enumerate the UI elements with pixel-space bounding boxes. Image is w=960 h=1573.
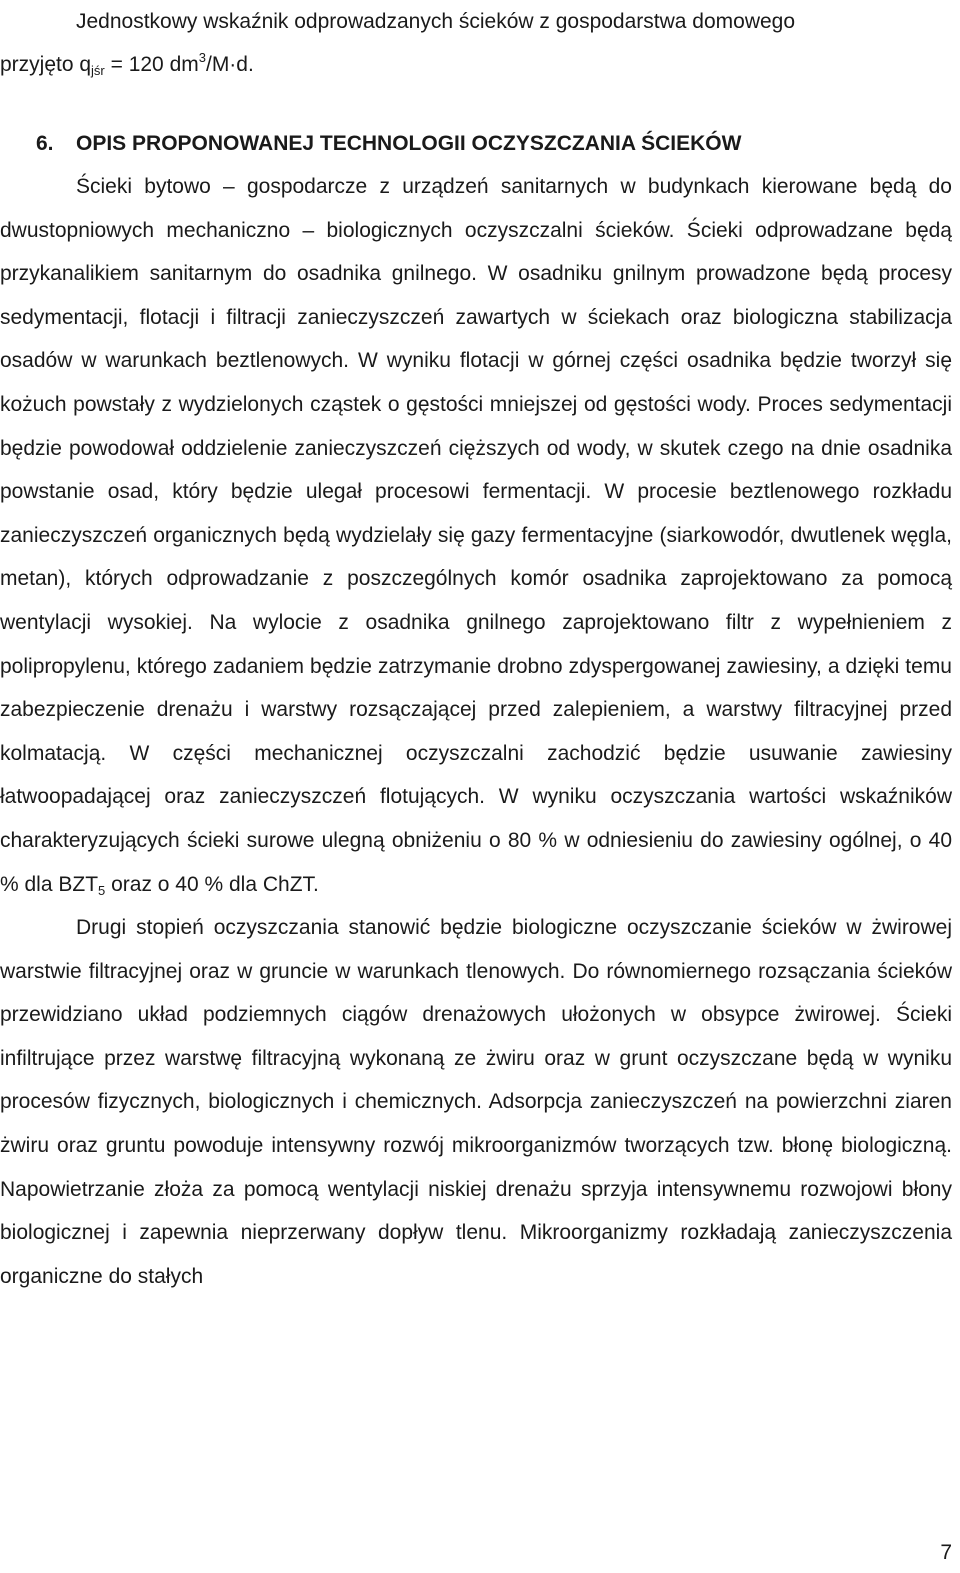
- section-title: OPIS PROPONOWANEJ TECHNOLOGII OCZYSZCZANIA ŚCIEKÓW: [76, 132, 742, 155]
- intro-text-mid: = 120 dm: [104, 53, 199, 76]
- intro-superscript: 3: [198, 50, 206, 65]
- intro-line-2: [0, 43, 952, 86]
- intro-text-prefix: przyjęto q: [0, 53, 92, 76]
- paragraph-1-tail: oraz o 40 % dla ChZT.: [105, 872, 319, 896]
- intro-line-1: Jednostkowy wskaźnik odprowadzanych ścieków z gospodarstwa domowego: [76, 10, 796, 33]
- paragraph-1-text: Ścieki bytowo – gospodarcze z urządzeń sanitarnych w budynkach kierowane będą do dwustopniowych mechaniczno – biologicznych oczyszczalni ścieków. Ścieki odprowadzane będą przykanalikiem sanitarnym do osadnika gnilnego. W osadniku gnilnym prowadzone będą procesy sedymentacji, flotacji i filtracji zanieczyszczeń zawartych w ściekach oraz biologiczna stabilizacja osadów w warunkach beztlenowych. W wyniku flotacji w górnej części osadnika będzie tworzył się kożuch powstały z wydzielonych cząstek o gęstości mniejszej od gęstości wody. Proces sedymentacji będzie powodował oddzielenie zanieczyszczeń cięższych od wody, w skutek czego na dnie osadnika powstanie osad, który będzie ulegał procesowi fermentacji. W procesie beztlenowego rozkładu zanieczyszczeń organicznych będą wydzielały się gazy fermentacyjne (siarkowodór, dwutlenek węgla, metan), których odprowadzanie z poszczególnych komór osadnika zaprojektowano za pomocą wentylacji wysokiej. Na wylocie z osadnika gnilnego zaprojektowano filtr z wypełnieniem z polipropylenu, którego zadaniem będzie zatrzymanie drobno zdyspergowanej zawiesiny, a dzięki temu zabezpieczenie drenażu i warstwy rozsączającej przed zalepieniem, a warstwy filtracyjnej przed kolmatacją. W części mechanicznej oczyszczalni zachodzić będzie usuwanie zawiesiny łatwoopadającej oraz zanieczyszczeń flotujących. W wyniku oczyszczania wartości wskaźników charakteryzujących ścieki surowe ulegną obniżeniu o 80 % w odniesieniu do zawiesiny ogólnej, o 40 % dla BZT: [0, 175, 952, 896]
- intro-block: [0, 0, 952, 86]
- page-number: 7: [940, 1541, 952, 1564]
- bzt-subscript: 5: [98, 882, 106, 898]
- paragraph-2-text: Drugi stopień oczyszczania stanowić będzie biologiczne oczyszczanie ścieków w żwirowej warstwie filtracyjnej oraz w gruncie w warunkach tlenowych. Do równomiernego rozsączania ścieków przewidziano układ podziemnych ciągów drenażowych ułożonych w obsypce żwirowej. Ścieki infiltrujące przez warstwę filtracyjną wykonaną ze żwiru oraz w grunt oczyszczane będą w wyniku procesów fizycznych, biologicznych i chemicznych. Adsorpcja zanieczyszczeń na powierzchni ziaren żwiru oraz gruntu powoduje intensywny rozwój mikroorganizmów tworzących tzw. błonę biologiczną. Napowietrzanie złoża za pomocą wentylacji niskiej drenażu sprzyja intensywnemu rozwojowi błony biologicznej i zapewnia nieprzerwany dopływ tlenu. Mikroorganizmy rozkładają zanieczyszczenia organiczne do stałych: [0, 916, 952, 1288]
- paragraph-2: [0, 906, 952, 1298]
- body-text: [0, 165, 952, 1298]
- section-number: 6.: [36, 132, 54, 155]
- section-heading: [36, 122, 741, 165]
- intro-subscript: jśr: [91, 63, 105, 78]
- intro-text-suffix: /M·d.: [205, 53, 254, 76]
- paragraph-1: [0, 165, 952, 906]
